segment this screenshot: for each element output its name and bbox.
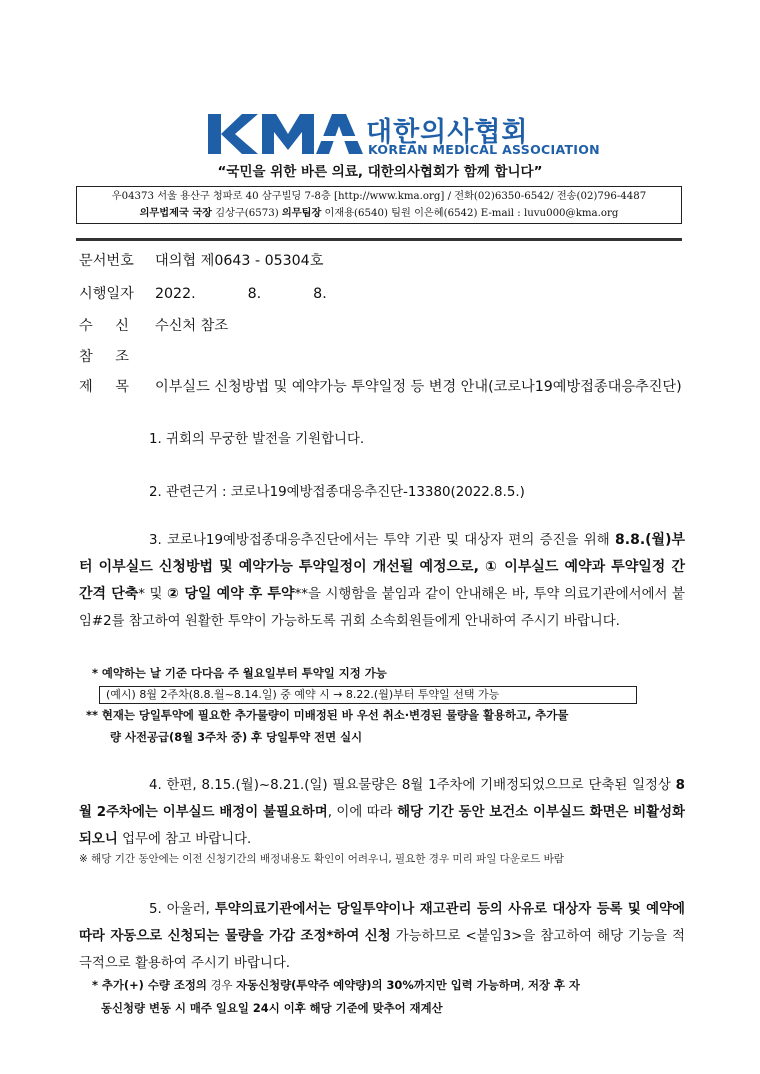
note-3-line-2: 동신청량 변동 시 매주 일요일 24시 이후 해당 기준에 맞추어 재계산 [101,1001,443,1015]
kma-logo-mark [208,112,363,156]
contact-label-2: 의무팀장 [281,207,322,219]
p4-mid: , 이에 따라 [327,805,398,820]
org-name-korean: 대한의사협회 [366,117,529,148]
note-3-line-1 [92,977,580,993]
paragraph-1: 1. 귀회의 무궁한 발전을 기원합니다. [149,432,365,447]
date-label: 시행일자 [79,286,134,302]
p3-mid: * 및 [138,587,168,602]
p5-intro: 5. 아울러, [149,902,215,917]
contact-name-1: 김상구(6573) [212,208,282,219]
date-day: 8. [313,286,327,302]
small-note: ※ 해당 기간 동안에는 이전 신청기간의 배정내용도 확인이 어려우니, 필요한 경우 미리 파일 다운로드 바람 [79,853,564,865]
date-month: 8. [247,286,262,302]
date-row [79,283,327,303]
doc-number-row [79,250,323,270]
p3-rest: **을 시행함을 붙임과 같이 안내해온 바, 투약 의료기관에서에서 붙임#2를 참고하여 원활한 투약이 가능하도록 귀회 소속회원들에게 안내하여 주시기 바랍니다. [79,587,685,629]
note-3-part-a: * 추가(+) 수량 조정의 [92,978,207,992]
paragraph-5 [79,896,685,977]
address-line: 우04373 서울 용산구 청파로 40 삼구빌딩 7-8층 [http://www.kma.org] / 전화(02)6350-6542/ 전송(02)796-4487 [111,191,647,202]
contact-line [77,205,681,222]
p4-intro: 4. 한편, 8.15.(월)~8.21.(일) 필요물량은 8월 1주차에 기배정되었으므로 단축된 일정상 [149,778,676,793]
recipient: 수신처 참조 [155,318,229,334]
date-year: 2022. [155,286,196,302]
note-2-line-1: ** 현재는 당일투약에 필요한 추가물량이 미배정된 바 우선 취소·변경된 물량을 활용하고, 추가물 [86,708,569,722]
contact-label-1: 의무법제국 국장 [139,207,213,219]
example-box: (예시) 8월 2주차(8.8.월~8.14.일) 중 예약 시 → 8.22.(월)부터 투약일 선택 가능 [99,686,637,704]
reference-label: 참 조 [79,349,129,365]
p3-bold-2: ② 당일 예약 후 투약 [167,586,295,602]
p4-bold-2: 해당 기간 동안 보건소 이부실드 화면은 비활성화되오니 [79,805,685,847]
note-3-part-c: 자동신청량(투약주 예약량)의 30%까지만 입력 가능하며 [236,978,521,992]
slogan: “국민을 위한 바른 의료, 대한의사협회가 함께 합니다” [217,164,543,180]
recipient-label: 수 신 [79,318,129,334]
recipient-row [79,315,228,335]
paragraph-4 [79,772,685,853]
note-1: * 예약하는 날 기준 다다음 주 월요일부터 투약일 지정 가능 [92,666,387,680]
note-3-part-e: 저장 후 자 [527,978,580,992]
doc-number: 대의협 제0643 - 05304호 [155,253,324,269]
subject-label: 제 목 [79,379,129,395]
subject-row [79,376,682,396]
doc-number-label: 문서번호 [79,253,134,269]
header-divider [76,238,682,241]
p4-end: 업무에 참고 바랍니다. [117,832,252,847]
contact-rest: 이재용(6540) 팀원 이은혜(6542) E-mail : luvu000@kma.org [321,208,619,219]
paragraph-3 [79,527,685,635]
p3-bold-1: 8.8.(월)부터 이부실드 신청방법 및 예약가능 투약일정이 개선될 예정으로, ① 이부실드 예약과 투약일정 간 간격 단축 [79,532,685,602]
org-name-english: KOREAN MEDICAL ASSOCIATION [368,142,600,157]
note-2-line-2: 량 사전공급(8월 3주차 중) 후 당일투약 전면 실시 [110,730,363,744]
reference-row [79,346,155,366]
p3-intro: 3. 코로나19예방접종대응추진단에서는 투약 기관 및 대상자 편의 증진을 위해 [149,533,616,548]
paragraph-2: 2. 관련근거 : 코로나19예방접종대응추진단-13380(2022.8.5.) [149,485,525,500]
p5-bold: 투약의료기관에서는 당일투약이나 재고관리 등의 사유로 대상자 등록 및 예약에 따라 자동으로 신청되는 물량을 가감 조정*하여 신청 [79,902,685,944]
address-box [76,186,682,224]
note-3-part-b: 경우 [206,978,237,992]
note-3-part-d: , [520,978,528,992]
subject: 이부실드 신청방법 및 예약가능 투약일정 등 변경 안내(코로나19예방접종대응추진단) [155,379,682,395]
p4-bold-1: 8월 2주차에는 이부실드 배정이 불필요하며 [79,778,685,820]
p5-rest: 가능하므로 <붙임3>을 참고하여 해당 기능을 적극적으로 활용하여 주시기 바랍니다. [79,929,685,971]
